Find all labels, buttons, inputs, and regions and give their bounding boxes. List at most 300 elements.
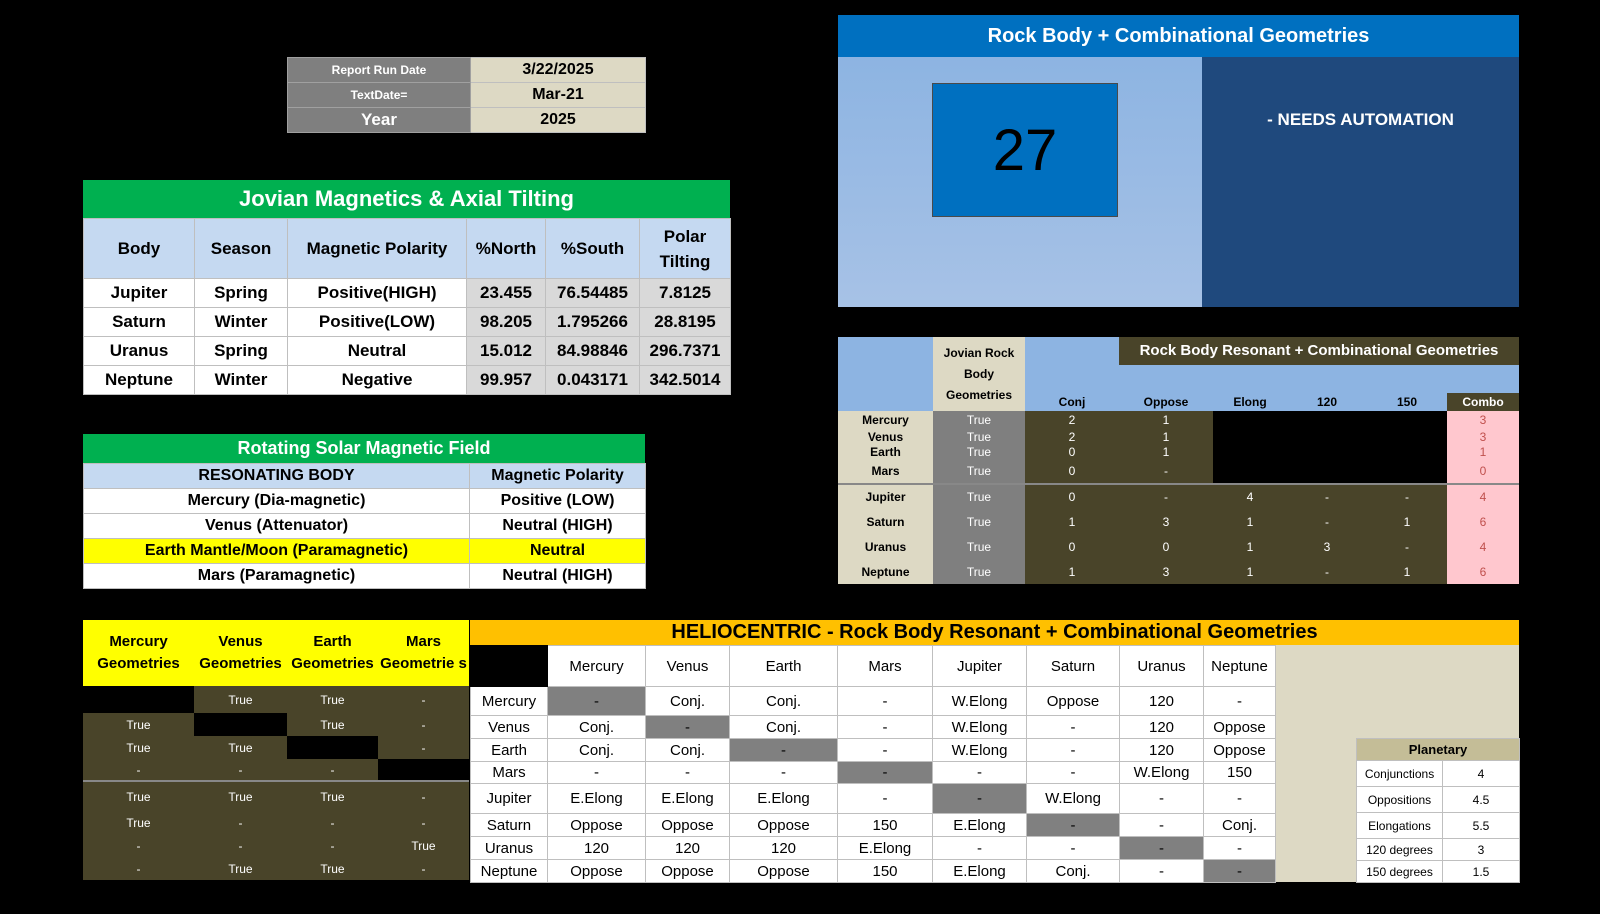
cell[interactable]: True [194,857,287,880]
cell[interactable]: - [838,784,933,814]
cell[interactable]: 296.7371 [640,337,731,366]
year-label: Year [288,108,471,133]
table-row [83,811,469,834]
cell[interactable]: Neutral (HIGH) [470,514,646,539]
resonant-header-fill [1025,337,1119,365]
cell[interactable]: True [287,781,378,811]
cell[interactable]: Positive(LOW) [288,308,467,337]
rock-body-title: Rock Body + Combinational Geometries [838,15,1519,57]
cell[interactable]: E.Elong [548,784,646,814]
cell [1287,459,1367,484]
cell[interactable]: - [194,834,287,857]
cell[interactable]: Mars (Paramagnetic) [84,564,470,589]
cell[interactable]: 98.205 [467,308,546,337]
table-row [84,337,731,366]
cell[interactable]: True [933,484,1025,509]
cell[interactable]: True [194,781,287,811]
table-row [1357,813,1520,839]
table-row [84,366,731,395]
resonant-title: Rock Body Resonant + Combinational Geometries [1119,337,1519,365]
cell[interactable]: Conj. [646,739,730,762]
cell[interactable]: - [548,762,646,784]
cell[interactable]: True [83,736,194,759]
report-row [288,58,646,83]
table-row [838,559,1519,584]
col-header-polar-tilting: Polar Tilting [640,219,731,279]
cell[interactable]: 4 [1447,484,1519,509]
cell [287,736,378,759]
cell[interactable]: - [1204,784,1276,814]
cell[interactable]: Oppose [548,814,646,837]
col-header-resonating-body: RESONATING BODY [84,464,470,489]
solar-table [83,463,646,589]
row-label: 150 degrees [1357,861,1443,883]
cell[interactable]: - [1287,509,1367,534]
report-row [288,83,646,108]
cell[interactable]: Jupiter [84,279,195,308]
cell[interactable]: Winter [195,366,288,395]
jovian-table [83,218,731,395]
col-header-saturn: Saturn [1027,646,1120,687]
cell[interactable]: - [378,686,469,713]
planetary-header-row [1357,739,1520,761]
report-row [288,108,646,133]
cell[interactable]: Earth Mantle/Moon (Paramagnetic) [84,539,470,564]
col-header-venus: Venus [646,646,730,687]
table-row [1357,839,1520,861]
cell[interactable]: Conj. [548,739,646,762]
table-row [83,857,469,880]
cell[interactable]: Neutral [470,539,646,564]
cell[interactable]: 0 [1025,459,1119,484]
table-row [84,539,646,564]
cell [1213,459,1287,484]
cell[interactable]: - [378,713,469,736]
cell[interactable]: Oppose [646,860,730,883]
cell[interactable]: True [933,429,1025,445]
cell [378,759,469,781]
cell[interactable]: Oppose [1204,739,1276,762]
cell[interactable]: True [933,445,1025,459]
cell[interactable]: 150 [838,814,933,837]
table-row [471,784,1276,814]
cell[interactable]: 99.957 [467,366,546,395]
cell[interactable]: 1 [1447,445,1519,459]
cell[interactable]: 3 [1119,509,1213,534]
cell[interactable]: W.Elong [933,716,1027,739]
cell[interactable]: 76.54485 [546,279,640,308]
year-value[interactable]: 2025 [471,108,646,133]
cell[interactable]: True [933,509,1025,534]
cell[interactable]: Oppose [730,814,838,837]
cell[interactable]: True [287,857,378,880]
planetary-title: Planetary [1357,739,1520,761]
cell[interactable]: 0 [1447,459,1519,484]
cell[interactable]: 120 [1120,739,1204,762]
cell[interactable]: 4 [1443,761,1520,787]
cell[interactable]: - [730,739,838,762]
cell[interactable]: - [838,687,933,716]
cell[interactable]: 84.98846 [546,337,640,366]
cell[interactable]: - [1027,814,1120,837]
cell[interactable]: - [1287,559,1367,584]
cell[interactable]: 1 [1213,509,1287,534]
cell[interactable]: E.Elong [933,814,1027,837]
col-header-north: %North [467,219,546,279]
textdate-label: TextDate= [288,83,471,108]
cell[interactable]: - [378,736,469,759]
needs-automation-note: - NEEDS AUTOMATION [1267,110,1454,129]
cell[interactable]: - [1367,534,1447,559]
planet-geometries-table [83,620,469,880]
cell[interactable]: Positive(HIGH) [288,279,467,308]
cell[interactable]: True [83,811,194,834]
table-row [838,484,1519,509]
cell[interactable]: Venus (Attenuator) [84,514,470,539]
cell[interactable]: - [1367,484,1447,509]
cell[interactable]: True [194,736,287,759]
table-row [838,534,1519,559]
row-label: Saturn [838,509,933,534]
cell[interactable]: 3 [1447,411,1519,429]
cell[interactable]: 1 [1213,559,1287,584]
cell[interactable]: - [1204,687,1276,716]
cell[interactable]: True [933,534,1025,559]
col-header-mars: Mars [838,646,933,687]
cell[interactable]: Conj. [1027,860,1120,883]
cell[interactable]: True [933,559,1025,584]
cell[interactable]: - [194,759,287,781]
cell[interactable]: E.Elong [730,784,838,814]
col-header-150: 150 [1367,393,1447,411]
table-row [838,429,1519,445]
cell[interactable]: 120 [1120,716,1204,739]
cell[interactable]: 1 [1025,559,1119,584]
col-header-south: %South [546,219,640,279]
cell[interactable]: 2 [1025,429,1119,445]
cell[interactable]: 15.012 [467,337,546,366]
cell [1287,429,1367,445]
cell[interactable]: E.Elong [646,784,730,814]
col-header-mercury-geometries: Mercury Geometries [83,620,194,686]
cell[interactable]: - [838,762,933,784]
cell[interactable]: - [1120,860,1204,883]
col-header-magnetic-polarity: Magnetic Polarity [288,219,467,279]
cell[interactable]: 1 [1119,445,1213,459]
col-header-mercury: Mercury [548,646,646,687]
cell[interactable]: Uranus [84,337,195,366]
table-row [83,686,469,713]
cell[interactable]: 6 [1447,559,1519,584]
col-header-neptune: Neptune [1204,646,1276,687]
cell[interactable]: Negative [288,366,467,395]
row-label: Elongations [1357,813,1443,839]
cell[interactable]: - [378,781,469,811]
cell[interactable]: - [730,762,838,784]
cell [1367,411,1447,429]
geometries-header-row [83,620,469,686]
col-header-combo: Combo [1447,393,1519,411]
cell[interactable]: Spring [195,279,288,308]
cell[interactable]: True [83,781,194,811]
cell[interactable]: Oppose [548,860,646,883]
cell[interactable]: True [287,713,378,736]
textdate-value[interactable]: Mar-21 [471,83,646,108]
resonant-table [838,411,1519,584]
row-label: Saturn [471,814,548,837]
cell[interactable]: Neptune [84,366,195,395]
table-row [471,687,1276,716]
row-label: Mercury [471,687,548,716]
cell[interactable]: Winter [195,308,288,337]
cell [1367,459,1447,484]
cell[interactable]: E.Elong [838,837,933,860]
row-label: Jupiter [471,784,548,814]
table-row [84,308,731,337]
col-header-venus-geometries: Venus Geometries [194,620,287,686]
row-label: Neptune [838,559,933,584]
cell[interactable]: Conj. [730,687,838,716]
cell[interactable]: - [287,811,378,834]
cell[interactable]: W.Elong [933,687,1027,716]
cell[interactable]: 5.5 [1443,813,1520,839]
table-row [84,279,731,308]
cell[interactable]: - [378,811,469,834]
cell[interactable]: 120 [646,837,730,860]
row-label: Venus [471,716,548,739]
cell[interactable]: Conj. [646,687,730,716]
table-row [1357,861,1520,883]
cell[interactable]: 4.5 [1443,787,1520,813]
cell[interactable]: W.Elong [933,739,1027,762]
solar-header-row [84,464,646,489]
row-label: Uranus [471,837,548,860]
cell[interactable]: - [1120,784,1204,814]
cell[interactable]: 150 [1204,762,1276,784]
table-row [83,736,469,759]
cell[interactable]: 120 [730,837,838,860]
col-header-earth-geometries: Earth Geometries [287,620,378,686]
cell[interactable]: 1 [1367,559,1447,584]
cell[interactable]: - [1119,484,1213,509]
table-row [83,834,469,857]
cell[interactable]: Oppose [1204,716,1276,739]
cell[interactable]: Positive (LOW) [470,489,646,514]
cell [1213,429,1287,445]
planetary-summary-table [1356,738,1520,883]
col-header-conj: Conj [1025,393,1119,411]
cell[interactable]: - [933,837,1027,860]
jovian-title: Jovian Magnetics & Axial Tilting [83,180,730,218]
cell[interactable]: 3 [1447,429,1519,445]
resonant-corner [838,337,933,411]
row-label: Conjunctions [1357,761,1443,787]
col-header-oppose: Oppose [1119,393,1213,411]
table-row [83,713,469,736]
cell[interactable]: - [1287,484,1367,509]
cell[interactable]: Neutral (HIGH) [470,564,646,589]
helio-corner [471,646,548,687]
table-row [84,514,646,539]
cell[interactable]: 0 [1119,534,1213,559]
table-row [83,759,469,781]
cell[interactable]: 1 [1367,509,1447,534]
cell[interactable]: - [83,834,194,857]
table-row [838,509,1519,534]
cell[interactable]: 28.8195 [640,308,731,337]
cell[interactable]: 1.5 [1443,861,1520,883]
cell [1367,445,1447,459]
col-header-earth: Earth [730,646,838,687]
table-row [83,781,469,811]
cell[interactable]: True [933,459,1025,484]
cell[interactable]: 4 [1447,534,1519,559]
cell[interactable]: - [933,784,1027,814]
row-label: Venus [838,429,933,445]
table-row [838,445,1519,459]
helio-header-row [471,646,1276,687]
cell[interactable]: E.Elong [933,860,1027,883]
cell[interactable]: 120 [1120,687,1204,716]
cell[interactable]: 1 [1025,509,1119,534]
table-row [1357,761,1520,787]
table-row [838,459,1519,484]
cell[interactable]: 4 [1213,484,1287,509]
cell[interactable]: 1 [1213,534,1287,559]
table-row [84,489,646,514]
cell[interactable]: True [194,686,287,713]
cell[interactable]: - [1027,762,1120,784]
cell[interactable]: - [838,739,933,762]
cell[interactable]: - [1120,814,1204,837]
col-header-uranus: Uranus [1120,646,1204,687]
rock-body-right-panel [1202,57,1519,307]
col-header-120: 120 [1287,393,1367,411]
cell[interactable]: - [1204,860,1276,883]
cell[interactable]: 0 [1025,445,1119,459]
cell[interactable]: - [646,762,730,784]
row-label: Earth [471,739,548,762]
table-row [471,860,1276,883]
cell[interactable]: - [548,687,646,716]
cell[interactable]: - [1120,837,1204,860]
row-label: Uranus [838,534,933,559]
cell[interactable]: True [287,686,378,713]
cell[interactable]: - [287,759,378,781]
table-row [471,739,1276,762]
table-row [84,564,646,589]
col-header-elong: Elong [1213,393,1287,411]
cell[interactable]: 1 [1119,411,1213,429]
cell[interactable]: 1 [1119,429,1213,445]
col-header-jupiter: Jupiter [933,646,1027,687]
resonant-col-headers [1025,393,1519,411]
cell[interactable]: - [1027,739,1120,762]
cell[interactable]: Neutral [288,337,467,366]
jovian-rock-body-geometries-header: Jovian Rock Body Geometries [933,337,1025,411]
rock-body-count[interactable]: 27 [932,83,1118,217]
cell [1367,429,1447,445]
table-row [471,762,1276,784]
cell [194,713,287,736]
cell[interactable]: Oppose [646,814,730,837]
cell[interactable]: Mercury (Dia-magnetic) [84,489,470,514]
col-header-season: Season [195,219,288,279]
cell[interactable]: - [194,811,287,834]
cell[interactable]: 0 [1025,534,1119,559]
cell[interactable]: Oppose [730,860,838,883]
col-header-magnetic-polarity: Magnetic Polarity [470,464,646,489]
solar-title: Rotating Solar Magnetic Field [83,434,645,463]
cell[interactable]: Conj. [548,716,646,739]
cell[interactable]: Conj. [730,716,838,739]
cell[interactable]: - [1204,837,1276,860]
cell[interactable]: True [378,834,469,857]
cell[interactable]: 7.8125 [640,279,731,308]
cell[interactable]: 3 [1287,534,1367,559]
cell[interactable]: - [1119,459,1213,484]
cell[interactable]: - [838,716,933,739]
cell[interactable]: 1.795266 [546,308,640,337]
cell[interactable]: 3 [1443,839,1520,861]
table-row [471,814,1276,837]
row-label: Jupiter [838,484,933,509]
cell [83,686,194,713]
cell[interactable]: Saturn [84,308,195,337]
cell[interactable]: - [1027,837,1120,860]
report-run-date-value[interactable]: 3/22/2025 [471,58,646,83]
table-row [838,411,1519,429]
cell[interactable]: - [83,759,194,781]
cell[interactable]: W.Elong [1027,784,1120,814]
cell[interactable]: 3 [1119,559,1213,584]
row-label: Earth [838,445,933,459]
col-header-mars-geometries: Mars Geometrie s [378,620,469,686]
cell[interactable]: 150 [838,860,933,883]
cell[interactable]: - [287,834,378,857]
cell[interactable]: 6 [1447,509,1519,534]
table-row [471,716,1276,739]
cell[interactable]: - [83,857,194,880]
jovian-header-row [84,219,731,279]
cell[interactable]: 0.043171 [546,366,640,395]
cell[interactable]: Conj. [1204,814,1276,837]
cell[interactable]: - [646,716,730,739]
table-row [471,837,1276,860]
cell[interactable]: - [933,762,1027,784]
cell[interactable]: True [83,713,194,736]
row-label: Mars [471,762,548,784]
cell[interactable]: W.Elong [1120,762,1204,784]
heliocentric-title: HELIOCENTRIC - Rock Body Resonant + Combinational Geometries [470,620,1519,645]
cell[interactable]: - [378,857,469,880]
row-label: Neptune [471,860,548,883]
cell[interactable]: 120 [548,837,646,860]
cell[interactable]: 342.5014 [640,366,731,395]
heliocentric-table [470,645,1276,883]
cell[interactable]: Spring [195,337,288,366]
row-label: Mars [838,459,933,484]
cell[interactable]: 2 [1025,411,1119,429]
row-label: 120 degrees [1357,839,1443,861]
cell[interactable]: Oppose [1027,687,1120,716]
cell[interactable]: True [933,411,1025,429]
table-row [1357,787,1520,813]
cell[interactable]: - [1027,716,1120,739]
cell [1213,445,1287,459]
cell[interactable]: 0 [1025,484,1119,509]
cell[interactable]: 23.455 [467,279,546,308]
